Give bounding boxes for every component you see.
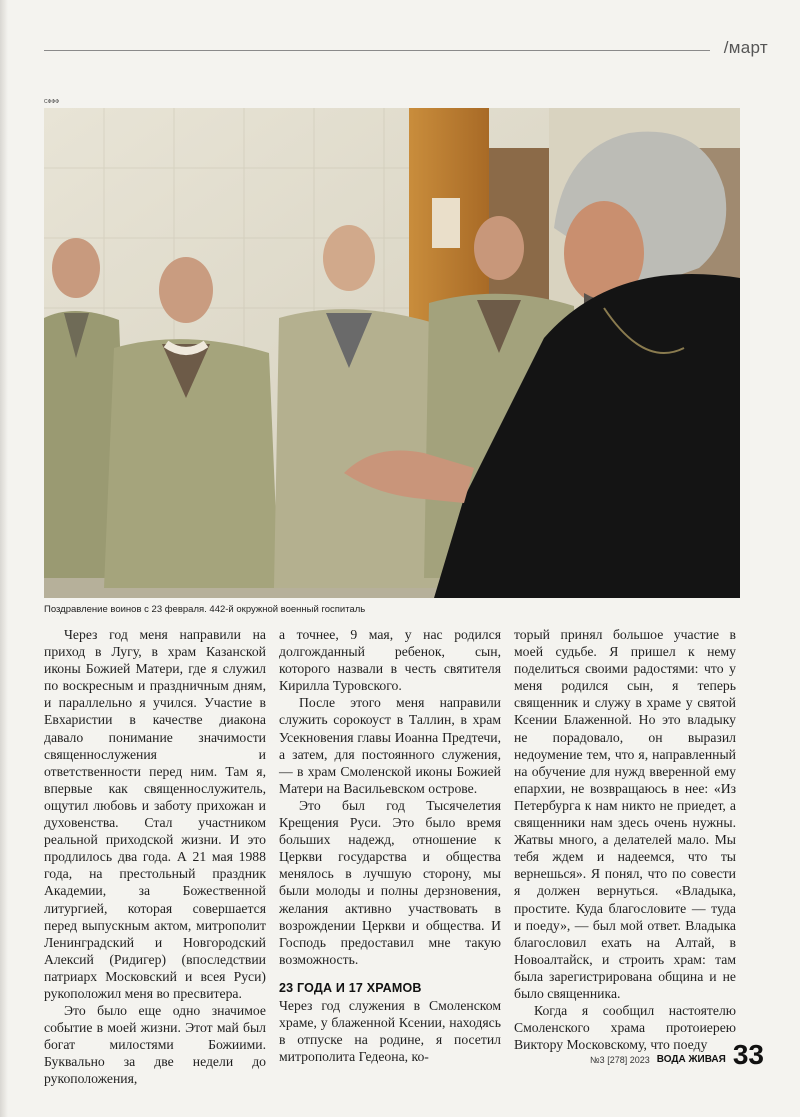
- issue-number: №3 [278] 2023: [590, 1055, 650, 1065]
- photo-caption: Поздравление воинов с 23 февраля. 442-й окружной военный госпиталь: [44, 604, 366, 615]
- page-footer: [590, 1041, 764, 1069]
- paragraph: Через год служения в Смоленском храме, у блаженной Ксении, находясь в отпуске на родине, я посетил митрополита Гедеона, ко-: [279, 997, 501, 1065]
- text-column-2: [279, 626, 501, 1065]
- paragraph: Через год меня направили на приход в Лугу, в храм Казанской иконы Божией Матери, где я служил по воскресным и праздничным дням, и параллельно я учился. Участие в Евхаристии в качестве диакона давало понимание значимости священнослужения и ответственности перед ним. Там я, впервые как священнослужитель, ощутил любовь и заботу прихожан и духовенства. Стал участником реальной приходской жизни. И это продлилось два года. А 21 мая 1988 года, на престольный праздник Академии, за Божественной литургией, которая совершается перед выпускным актом, митрополит Ленинградский и Новгородский Алексий (Ридигер) (впоследствии патриарх Московский и всея Руси) рукоположил меня во пресвитера.: [44, 627, 266, 1001]
- paragraph: Когда я сообщил настоятелю Смоленского храма протоиерею Виктору Московскому, что поеду: [514, 1003, 736, 1053]
- section-label: /март: [723, 38, 768, 57]
- paragraph: Это был год Тысячелетия Крещения Руси. Это было время больших надежд, отношение к Церкви государства и общества менялось в лучшую сторону, мы были молоды и полны дерзновения, желания активно участвовать в возрождении Церкви и общества. И Господь предоставил мне такую возможность.: [279, 797, 501, 967]
- page-number: 33: [732, 1039, 764, 1070]
- paragraph: После этого меня направили служить сорокоуст в Таллин, в храм Усекновения главы Иоанна Предтечи, а затем, для постоянного служения, — в храм Смоленской иконы Божией Матери на Васильевском острове.: [279, 695, 501, 796]
- article-photo: [44, 108, 740, 598]
- text-column-1: [44, 626, 266, 1088]
- paragraph: Это было еще одно значимое событие в моей жизни. Этот май был богат милостями Божиими. Буквально за две недели до рукоположения,: [44, 1003, 266, 1087]
- text-column-3: [514, 626, 736, 1053]
- section-subheading: 23 ГОДА И 17 ХРАМОВ: [279, 980, 422, 995]
- header-rule: [44, 50, 710, 51]
- photo-credit: СФФФ: [44, 99, 60, 105]
- magazine-title: ВОДА ЖИВАЯ: [656, 1054, 726, 1065]
- paragraph: а точнее, 9 мая, у нас родился долгожданный ребенок, сын, которого назвали в честь святителя Кирилла Туровского.: [279, 627, 501, 694]
- paragraph: торый принял большое участие в моей судьбе. Я пришел к нему поделиться своими радостями: что у меня родился сын, я теперь священник и служу в храме у святой Ксении Блаженной. Но это владыку не порадовало, он выразил недоумение тем, что я, направленный на обучение для нужд вверенной ему епархии, не возвращаюсь в нее: «Из Петербурга к нам никто не приедет, а священники нам здесь очень нужны. Жатвы много, а делателей мало. Мы тебя ждем и надеемся, что ты вернешься». Я понял, что по совести я должен вернуться. «Владыка, простите. Куда благословите — туда и поеду», — был мой ответ. Владыка благословил ехать на Алтай, в Новоалтайск, и строить храм: там была зарегистрирована община и не было священника.: [514, 627, 736, 1001]
- page-edge: [0, 0, 8, 1117]
- photo-illustration: [44, 108, 740, 598]
